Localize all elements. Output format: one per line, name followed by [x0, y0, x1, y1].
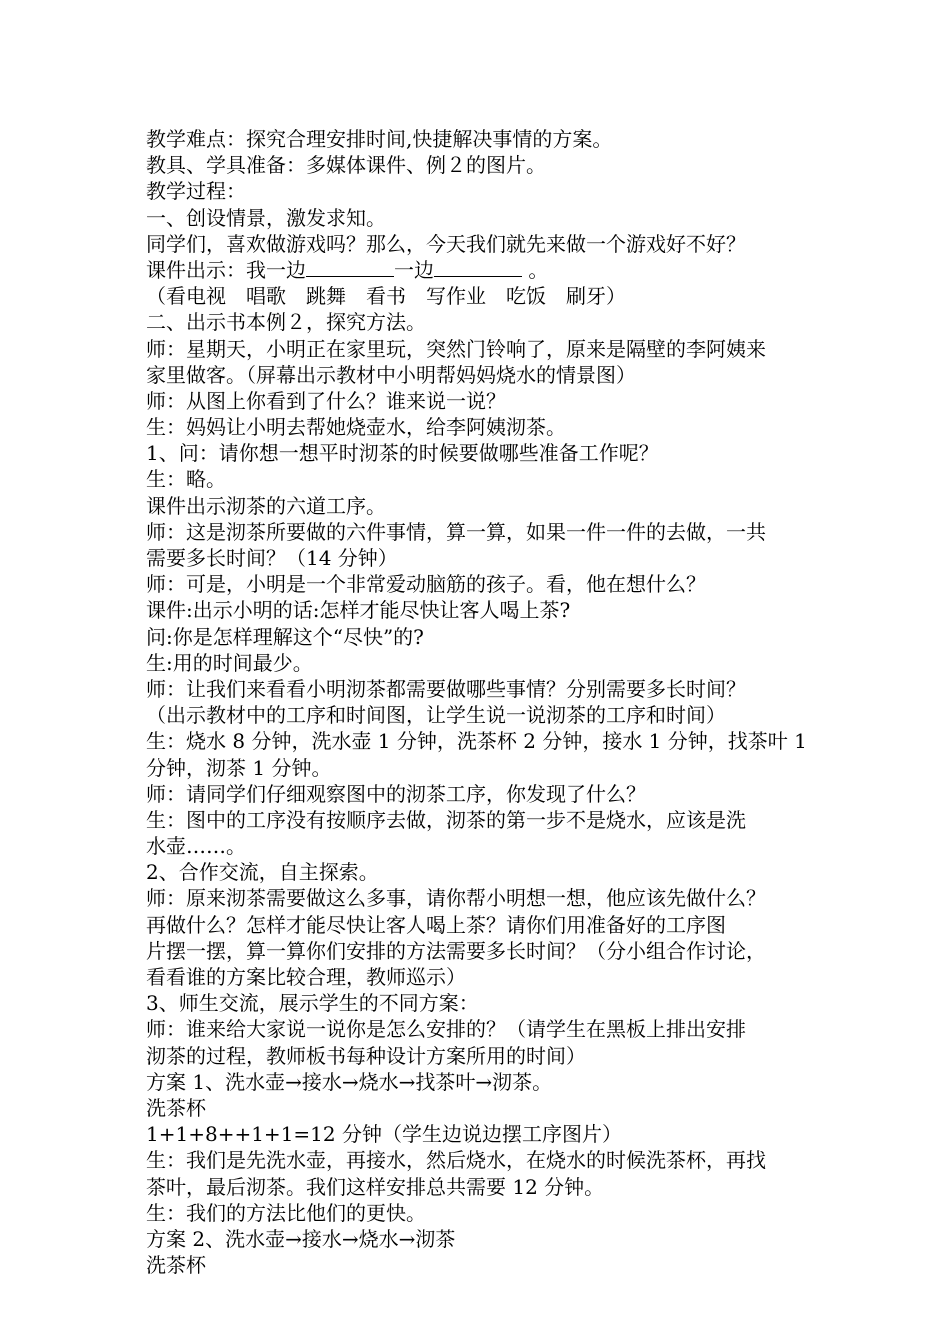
- text-line: 茶叶，最后沏茶。我们这样安排总共需要 12 分钟。: [146, 1174, 605, 1199]
- text-line: 生:用的时间最少。: [146, 650, 313, 675]
- text-line: 问:你是怎样理解这个“尽快”的?: [146, 624, 424, 649]
- text-line: 家里做客。（屏幕出示教材中小明帮妈妈烧水的情景图）: [146, 362, 636, 387]
- text-line: 师：请同学们仔细观察图中的沏茶工序，你发现了什么？: [146, 781, 646, 806]
- text-line: 洗茶杯: [146, 1095, 206, 1120]
- text-line: （出示教材中的工序和时间图，让学生说一说沏茶的工序和时间）: [146, 703, 726, 728]
- text-line: 生：图中的工序没有按顺序去做，沏茶的第一步不是烧水，应该是洗: [146, 807, 746, 832]
- text-line: 师：可是，小明是一个非常爱动脑筋的孩子。看，他在想什么？: [146, 572, 706, 597]
- text-line: 洗茶杯: [146, 1253, 206, 1278]
- blank-underline: [306, 258, 394, 277]
- text-line: 师：星期天，小明正在家里玩，突然门铃响了，原来是隔壁的李阿姨来: [146, 336, 766, 361]
- fill-in-blank-line: [146, 257, 826, 283]
- text-line: 师：从图上你看到了什么？谁来说一说？: [146, 388, 506, 413]
- text-line: 教具、学具准备：多媒体课件、例２的图片。: [146, 153, 546, 178]
- text-line: 二、出示书本例２，探究方法。: [146, 310, 426, 335]
- document-page: [146, 126, 826, 1278]
- text-line: （看电视 唱歌 跳舞 看书 写作业 吃饭 刷牙）: [146, 284, 626, 309]
- text-line: 方案 1、洗水壶→接水→烧水→找茶叶→沏茶。: [146, 1069, 553, 1094]
- text-line: 师：谁来给大家说一说你是怎么安排的？（请学生在黑板上排出安排: [146, 1017, 746, 1042]
- text-line: 教学过程：: [146, 179, 246, 204]
- text-line: 生：略。: [146, 467, 226, 492]
- text-line: 课件出示沏茶的六道工序。: [146, 493, 386, 518]
- text-segment: 一边: [394, 257, 434, 282]
- text-line: 一、创设情景，激发求知。: [146, 205, 386, 230]
- text-segment: 课件出示：我一边: [146, 257, 306, 282]
- text-line: 水壶……。: [146, 834, 246, 859]
- text-line: 同学们，喜欢做游戏吗？那么，今天我们就先来做一个游戏好不好？: [146, 231, 746, 256]
- text-line: 2、合作交流，自主探索。: [146, 860, 379, 885]
- text-line: 生：我们是先洗水壶，再接水，然后烧水，在烧水的时候洗茶杯，再找: [146, 1148, 766, 1173]
- text-line: 师：让我们来看看小明沏茶都需要做哪些事情？分别需要多长时间？: [146, 676, 746, 701]
- text-line: 片摆一摆，算一算你们安排的方法需要多长时间？（分小组合作讨论，: [146, 938, 766, 963]
- text-line: 生：烧水 8 分钟，洗水壶 1 分钟，洗茶杯 2 分钟，接水 1 分钟，找茶叶 1: [146, 729, 807, 754]
- text-line: 1+1+8++1+1=12 分钟（学生边说边摆工序图片）: [146, 1122, 622, 1147]
- text-line: 师：原来沏茶需要做这么多事，请你帮小明想一想，他应该先做什么？: [146, 886, 766, 911]
- text-line: 生：妈妈让小明去帮她烧壶水，给李阿姨沏茶。: [146, 415, 566, 440]
- text-segment: 。: [522, 257, 549, 282]
- blank-underline: [434, 258, 522, 277]
- text-line: 课件:出示小明的话:怎样才能尽快让客人喝上茶?: [146, 598, 571, 623]
- text-line: 3、师生交流，展示学生的不同方案：: [146, 991, 479, 1016]
- text-line: 教学难点：探究合理安排时间,快捷解决事情的方案。: [146, 127, 613, 151]
- text-line: 1、问：请你想一想平时沏茶的时候要做哪些准备工作呢？: [146, 441, 659, 466]
- text-line: 沏茶的过程，教师板书每种设计方案所用的时间）: [146, 1043, 586, 1068]
- text-line: 再做什么？怎样才能尽快让客人喝上茶？请你们用准备好的工序图: [146, 912, 726, 937]
- text-line: 师：这是沏茶所要做的六件事情，算一算，如果一件一件的去做，一共: [146, 519, 766, 544]
- text-line: 生：我们的方法比他们的更快。: [146, 1200, 426, 1225]
- text-line: 分钟，沏茶 1 分钟。: [146, 755, 332, 780]
- text-line: 需要多长时间？（14 分钟）: [146, 546, 398, 570]
- text-line: 看看谁的方案比较合理，教师巡示）: [146, 965, 466, 989]
- text-line: 方案 2、洗水壶→接水→烧水→沏茶: [146, 1226, 456, 1251]
